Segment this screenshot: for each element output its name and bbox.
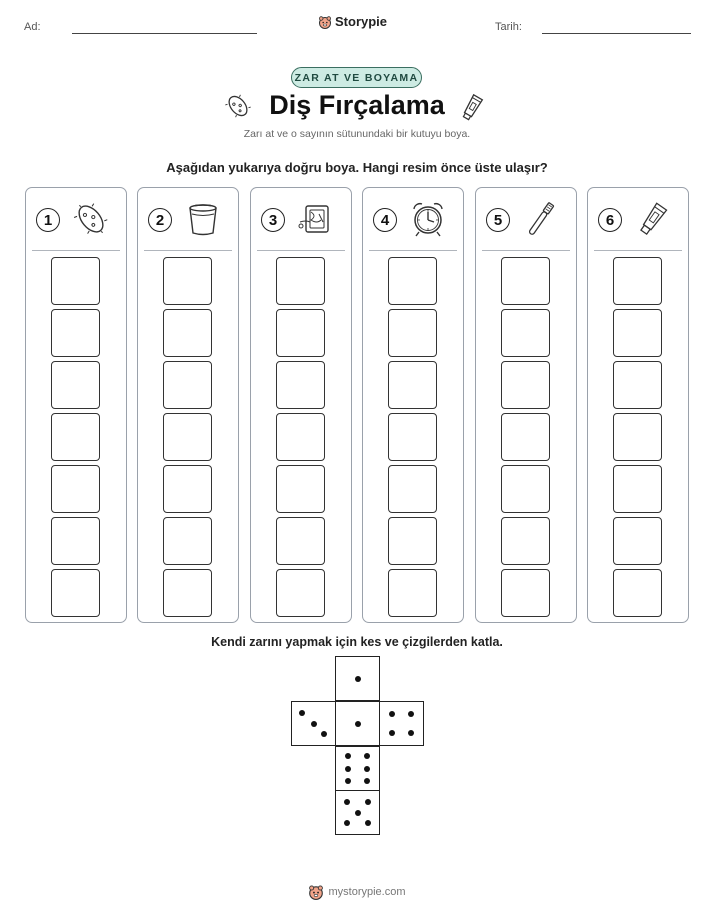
column-1 [25, 187, 127, 623]
dice-pip [299, 710, 305, 716]
coloring-box[interactable] [501, 465, 550, 513]
date-line[interactable] [542, 33, 691, 34]
column-number: 2 [148, 208, 172, 232]
column-divider [32, 250, 120, 251]
footer-url[interactable]: mystorypie.com [328, 886, 406, 898]
coloring-box[interactable] [613, 413, 662, 461]
coloring-box[interactable] [163, 361, 212, 409]
coloring-box[interactable] [501, 361, 550, 409]
column-5 [475, 187, 577, 623]
dice-pip [389, 730, 395, 736]
dice-pip [311, 721, 317, 727]
column-divider [144, 250, 232, 251]
coloring-box[interactable] [163, 517, 212, 565]
brand-name: Storypie [335, 14, 388, 29]
coloring-box[interactable] [51, 309, 100, 357]
instruction-text: Aşağıdan yukarıya doğru boya. Hangi resim önce üste ulaşır? [166, 160, 548, 175]
footer [300, 884, 414, 900]
dice-pip [408, 711, 414, 717]
germ-icon [72, 200, 110, 238]
column-divider [257, 250, 345, 251]
column-number: 6 [598, 208, 622, 232]
coloring-box[interactable] [388, 309, 437, 357]
coloring-box[interactable] [501, 309, 550, 357]
coloring-box[interactable] [501, 413, 550, 461]
coloring-box[interactable] [276, 257, 325, 305]
coloring-box[interactable] [388, 361, 437, 409]
dice-pip [364, 753, 370, 759]
coloring-box[interactable] [613, 569, 662, 617]
column-divider [594, 250, 682, 251]
alarm-clock-icon [409, 200, 447, 238]
column-number: 5 [486, 208, 510, 232]
dice-pip [344, 799, 350, 805]
column-4 [362, 187, 464, 623]
coloring-box[interactable] [613, 517, 662, 565]
coloring-box[interactable] [613, 309, 662, 357]
dice-pip [365, 799, 371, 805]
column-number: 1 [36, 208, 60, 232]
dice-pip [355, 721, 361, 727]
brand-logo [318, 14, 387, 29]
column-number: 3 [261, 208, 285, 232]
dice-pip [389, 711, 395, 717]
toothpaste-icon [458, 90, 488, 122]
coloring-box[interactable] [276, 517, 325, 565]
dice-pip [365, 820, 371, 826]
coloring-box[interactable] [163, 309, 212, 357]
coloring-box[interactable] [276, 465, 325, 513]
column-2 [137, 187, 239, 623]
coloring-box[interactable] [163, 413, 212, 461]
column-number: 4 [373, 208, 397, 232]
coloring-box[interactable] [388, 517, 437, 565]
dice-pip [364, 778, 370, 784]
dice-pip [344, 820, 350, 826]
coloring-box[interactable] [51, 361, 100, 409]
coloring-box[interactable] [163, 257, 212, 305]
dice-face-1-center [335, 701, 380, 746]
coloring-box[interactable] [613, 361, 662, 409]
coloring-box[interactable] [163, 569, 212, 617]
activity-badge: ZAR AT VE BOYAMA [291, 67, 422, 88]
dice-face-6 [335, 746, 380, 791]
coloring-box[interactable] [276, 569, 325, 617]
coloring-box[interactable] [613, 257, 662, 305]
dice-pip [364, 766, 370, 772]
date-label: Tarih: [495, 21, 522, 33]
name-label: Ad: [24, 21, 41, 33]
dice-pip [345, 766, 351, 772]
dice-face-3 [291, 701, 336, 746]
name-line[interactable] [72, 33, 257, 34]
dice-pip [345, 778, 351, 784]
dice-pip [355, 676, 361, 682]
subtitle: Zarı at ve o sayının sütunundaki bir kutuyu boya. [243, 128, 471, 140]
coloring-box[interactable] [388, 257, 437, 305]
column-3 [250, 187, 352, 623]
coloring-box[interactable] [51, 465, 100, 513]
page-title: Diş Fırçalama [269, 90, 445, 120]
coloring-box[interactable] [163, 465, 212, 513]
toothpaste-icon [634, 200, 672, 238]
dice-face-5 [335, 790, 380, 835]
coloring-box[interactable] [276, 413, 325, 461]
coloring-box[interactable] [388, 569, 437, 617]
coloring-box[interactable] [613, 465, 662, 513]
coloring-box[interactable] [51, 413, 100, 461]
coloring-box[interactable] [388, 413, 437, 461]
coloring-box[interactable] [501, 257, 550, 305]
dice-face-4 [379, 701, 424, 746]
column-divider [482, 250, 570, 251]
coloring-box[interactable] [276, 309, 325, 357]
coloring-box[interactable] [388, 465, 437, 513]
dice-face-1 [335, 656, 380, 701]
coloring-box[interactable] [51, 517, 100, 565]
dice-pip [345, 753, 351, 759]
dice-pip [355, 810, 361, 816]
dice-pip [408, 730, 414, 736]
column-6 [587, 187, 689, 623]
coloring-box[interactable] [501, 517, 550, 565]
column-divider [369, 250, 457, 251]
coloring-box[interactable] [51, 257, 100, 305]
cut-instruction: Kendi zarını yapmak için kes ve çizgilerden katla. [211, 635, 503, 649]
cup-icon [184, 200, 222, 238]
storypie-logo-icon [318, 15, 332, 29]
coloring-box[interactable] [276, 361, 325, 409]
dental-floss-icon [297, 200, 335, 238]
toothbrush-icon [522, 200, 560, 238]
coloring-box[interactable] [51, 569, 100, 617]
dice-pip [321, 731, 327, 737]
coloring-box[interactable] [501, 569, 550, 617]
storypie-logo-icon [308, 884, 324, 900]
